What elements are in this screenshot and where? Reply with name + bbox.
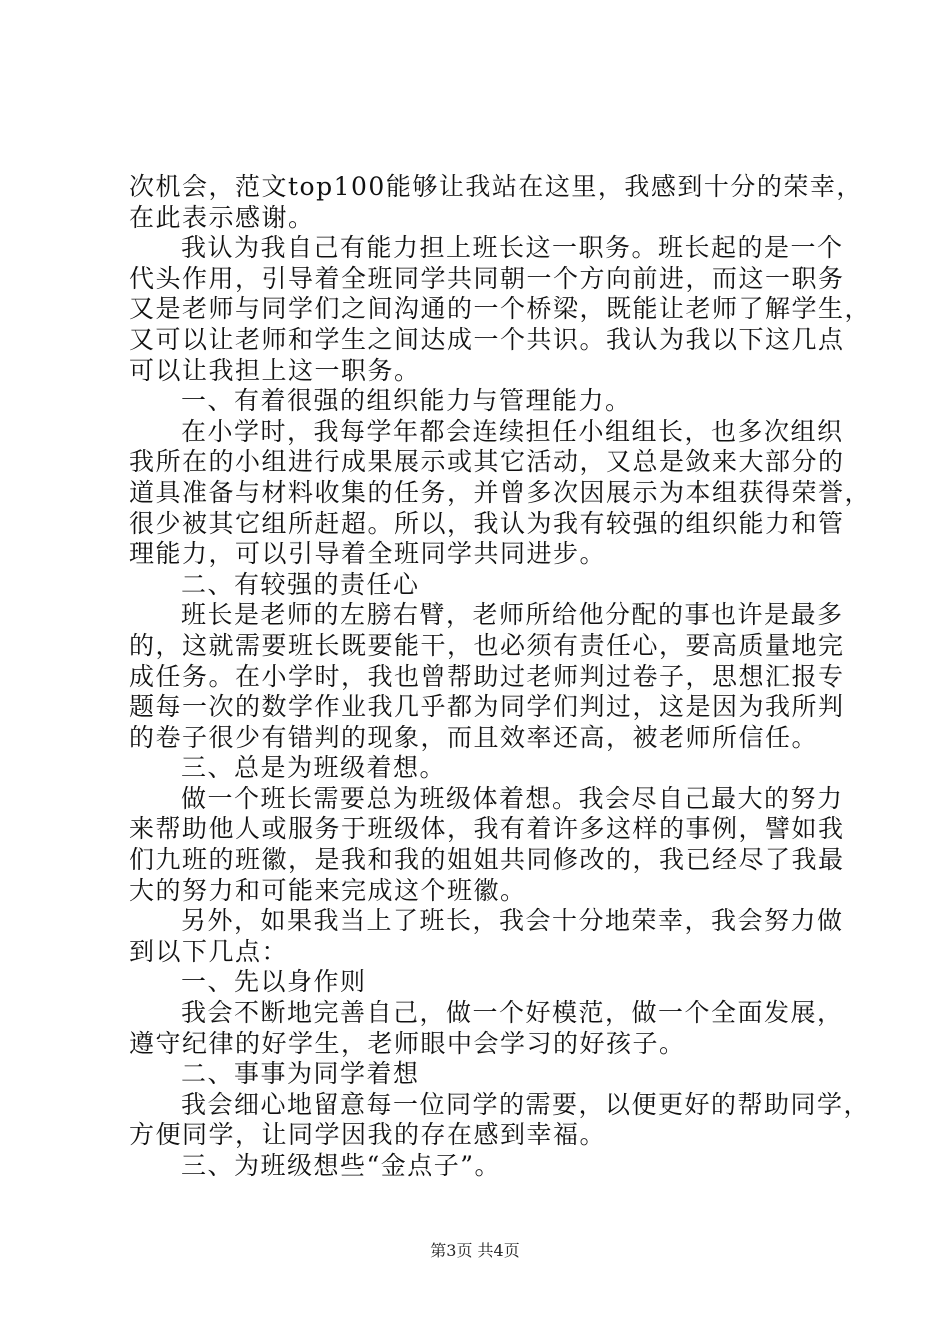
text-line: 班长是老师的左膀右臂，老师所给他分配的事也许是最多: [181, 600, 844, 630]
text-line: 在小学时，我每学年都会连续担任小组组长，也多次组织: [181, 416, 844, 446]
text-line: 遵守纪律的好学生，老师眼中会学习的好孩子。: [129, 1028, 686, 1058]
text-line: 很少被其它组所赶超。所以，我认为我有较强的组织能力和管: [129, 508, 845, 538]
text-line: 方便同学，让同学因我的存在感到幸福。: [129, 1120, 607, 1150]
text-line: 做一个班长需要总为班级体着想。我会尽自己最大的努力: [181, 783, 844, 813]
text-line: 二、事事为同学着想: [181, 1059, 420, 1089]
text-line: 来帮助他人或服务于班级体，我有着许多这样的事例，譬如我: [129, 814, 845, 844]
text-line: 可以让我担上这一职务。: [129, 355, 421, 385]
text-line: 大的努力和可能来完成这个班徽。: [129, 875, 527, 905]
text-line: 另外，如果我当上了班长，我会十分地荣幸，我会努力做: [181, 906, 844, 936]
text-line: 一、有着很强的组织能力与管理能力。: [181, 386, 632, 416]
text-line: 代头作用，引导着全班同学共同朝一个方向前进，而这一职务: [129, 263, 845, 293]
text-line: 的，这就需要班长既要能干，也必须有责任心，要高质量地完: [129, 630, 845, 660]
text-line: 理能力，可以引导着全班同学共同进步。: [129, 539, 607, 569]
text-line: 三、总是为班级着想。: [181, 753, 447, 783]
text-line: 我所在的小组进行成果展示或其它活动，又总是敛来大部分的: [129, 447, 845, 477]
text-line: 三、为班级想些“金点子”。: [181, 1151, 502, 1180]
text-line: 我会不断地完善自己，做一个好模范，做一个全面发展，: [181, 998, 844, 1028]
text-line: 到以下几点：: [129, 936, 289, 966]
text-line: 成任务。在小学时，我也曾帮助过老师判过卷子，思想汇报专: [129, 661, 845, 691]
text-line: 次机会，范文top100能够让我站在这里，我感到十分的荣幸，: [129, 172, 863, 201]
text-line: 我会细心地留意每一位同学的需要，以便更好的帮助同学，: [181, 1089, 871, 1119]
text-line: 题每一次的数学作业我几乎都为同学们判过，这是因为我所判: [129, 692, 845, 722]
text-line: 二、有较强的责任心: [181, 569, 420, 599]
text-line: 又可以让老师和学生之间达成一个共识。我认为我以下这几点: [129, 324, 845, 354]
text-line: 们九班的班徽，是我和我的姐姐共同修改的，我已经尽了我最: [129, 845, 845, 875]
text-line: 的卷子很少有错判的现象，而且效率还高，被老师所信任。: [129, 722, 819, 752]
text-line: 我认为我自己有能力担上班长这一职务。班长起的是一个: [181, 233, 844, 263]
text-line: 道具准备与材料收集的任务，并曾多次因展示为本组获得荣誉，: [129, 477, 872, 507]
page-footer: 第3页 共4页: [430, 1241, 520, 1260]
text-line: 一、先以身作则: [181, 967, 367, 997]
document-body: [129, 172, 872, 1182]
text-line: 又是老师与同学们之间沟通的一个桥梁，既能让老师了解学生，: [129, 294, 872, 324]
text-line: 在此表示感谢。: [129, 202, 315, 232]
